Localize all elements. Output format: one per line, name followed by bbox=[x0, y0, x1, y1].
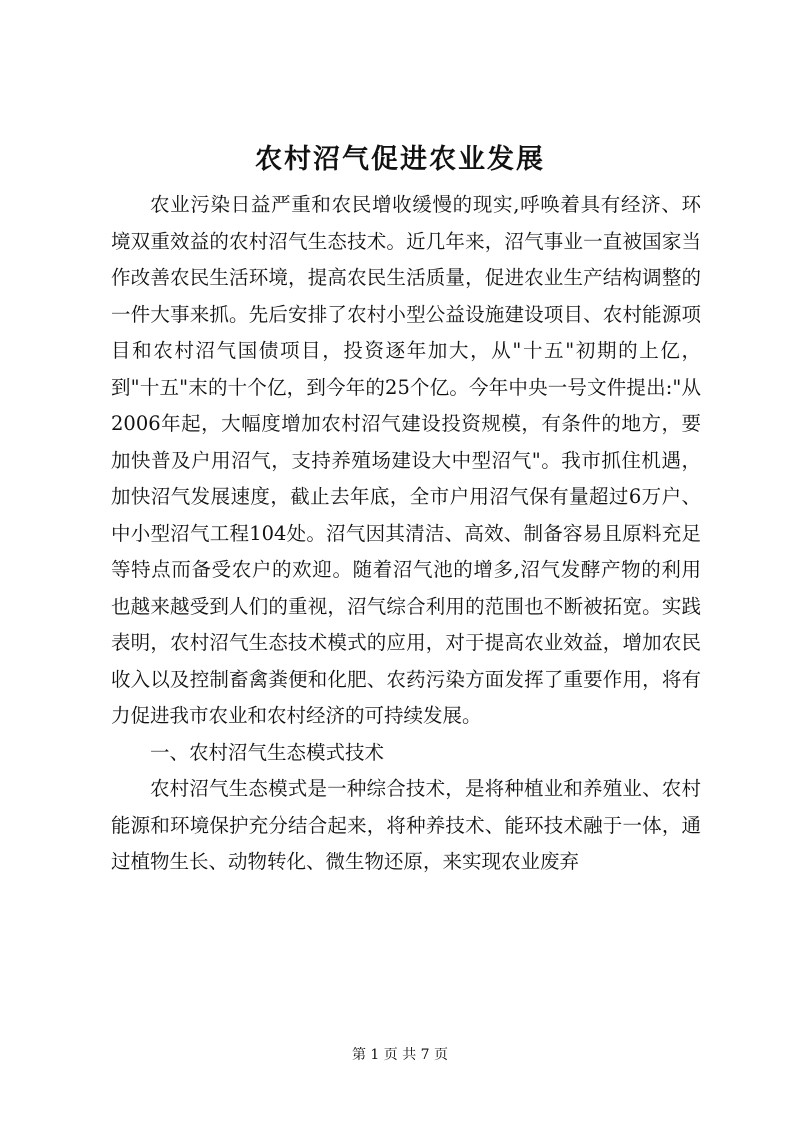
section-paragraph: 农村沼气生态模式是一种综合技术，是将种植业和养殖业、农村能源和环境保护充分结合起来，将种养技术、能环技术融于一体，通过植物生长、动物转化、微生物还原，来实现农业废弃 bbox=[111, 777, 701, 873]
section-heading: 一、农村沼气生态模式技术 bbox=[150, 740, 385, 764]
document-title: 农村沼气促进农业发展 bbox=[255, 144, 545, 175]
page-footer: 第 1 页 共 7 页 bbox=[351, 1047, 449, 1063]
document-body bbox=[111, 187, 701, 881]
intro-paragraph: 农业污染日益严重和农民增收缓慢的现实,呼唤着具有经济、环境双重效益的农村沼气生态技术。近几年来，沼气事业一直被国家当作改善农民生活环境，提高农民生活质量，促进农业生产结构调整的一件大事来抓。先后安排了农村小型公益设施建设项目、农村能源项目和农村沼气国债项目，投资逐年加大，从"十五"初期的上亿，到"十五"末的十个亿，到今年的25个亿。今年中央一号文件提出:"从2006年起，大幅度增加农村沼气建设投资规模，有条件的地方，要加快普及户用沼气，支持养殖场建设大中型沼气"。我市抓住机遇，加快沼气发展速度，截止去年底，全市户用沼气保有量超过6万户、中小型沼气工程104处。沼气因其清洁、高效、制备容易且原料充足等特点而备受农户的欢迎。随着沼气池的增多,沼气发酵产物的利用也越来越受到人们的重视，沼气综合利用的范围也不断被拓宽。实践表明，农村沼气生态技术模式的应用，对于提高农业效益，增加农民收入以及控制畜禽粪便和化肥、农药污染方面发挥了重要作用，将有力促进我市农业和农村经济的可持续发展。 bbox=[111, 193, 701, 727]
